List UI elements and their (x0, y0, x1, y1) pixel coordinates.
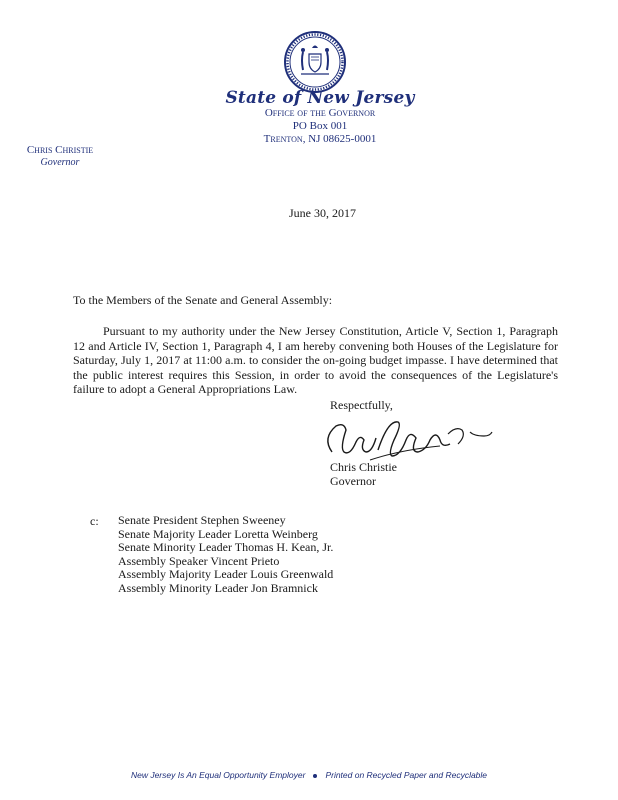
cc-label: c: (90, 514, 99, 528)
letter-date: June 30, 2017 (289, 206, 356, 220)
bullet-icon (313, 774, 317, 778)
city-zip: Trenton, NJ 08625-0001 (263, 133, 377, 145)
cc-recipient: Senate Majority Leader Loretta Weinberg (118, 526, 318, 541)
cc-recipient: Assembly Speaker Vincent Prieto (118, 553, 280, 568)
signer-block (330, 460, 397, 488)
office-name: Office of the Governor (264, 107, 376, 119)
cc-list (118, 514, 333, 596)
footer-recycled: Printed on Recycled Paper and Recyclable (325, 770, 488, 780)
cc-recipient: Senate President Stephen Sweeney (118, 513, 286, 527)
letter-body: Pursuant to my authority under the New Jersey Constitution, Article V, Section 1, Paragraph 12 and Article IV, Section 1, Paragraph 4, I am hereby convening both Houses of the Legislature for Saturday, July 1, 2017 at 11:00 a.m. to consider the on-going budget impasse. I have determined that the public interest requires this Session, in order to avoid the consequences of the Legislature's failure to adopt a General Appropriations Law. (73, 324, 558, 396)
cc-recipient: Assembly Minority Leader Jon Bramnick (118, 580, 318, 595)
cc-recipient: Senate Minority Leader Thomas H. Kean, Jr. (118, 540, 334, 555)
governor-name: Chris Christie (26, 144, 94, 156)
closing: Respectfully, (330, 398, 393, 412)
footer-equal-opportunity: New Jersey Is An Equal Opportunity Employer (130, 770, 306, 780)
governor-title: Governor (40, 157, 80, 168)
cc-recipient: Assembly Majority Leader Louis Greenwald (118, 567, 334, 582)
signer-title: Governor (330, 474, 376, 488)
state-name: State of New Jersey (225, 88, 415, 108)
po-box: PO Box 001 (292, 120, 348, 132)
salutation: To the Members of the Senate and General Assembly: (73, 293, 333, 307)
footer (0, 770, 618, 780)
signer-name: Chris Christie (330, 460, 398, 474)
letterhead-address (200, 107, 440, 146)
state-seal-icon (283, 30, 347, 94)
